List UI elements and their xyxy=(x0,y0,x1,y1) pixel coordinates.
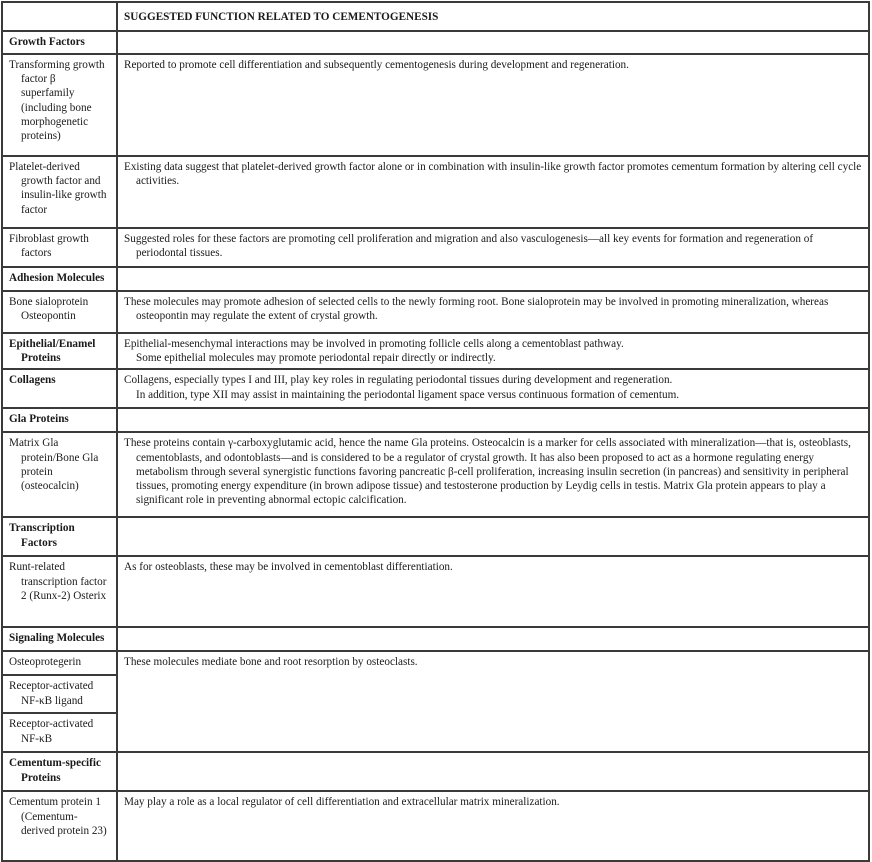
table-row xyxy=(2,291,869,333)
section-title: Collagens xyxy=(2,369,117,408)
table-row xyxy=(2,432,869,517)
row-desc: Reported to promote cell differentiation and subsequently cementogenesis during development and regeneration. xyxy=(117,54,869,156)
section-row xyxy=(2,517,869,556)
section-row xyxy=(2,333,869,369)
table-row xyxy=(2,791,869,861)
section-row xyxy=(2,267,869,291)
row-desc: These molecules may promote adhesion of selected cells to the newly forming root. Bone sialoprotein may be involved in promoting mineralization, whereas osteopontin may regulate the extent of crystal growth. xyxy=(117,291,869,333)
section-desc xyxy=(117,267,869,291)
table-row xyxy=(2,54,869,156)
section-desc xyxy=(117,408,869,432)
row-name: Receptor-activated NF-κB xyxy=(2,713,117,752)
row-name: Runt-related transcription factor 2 (Runx-2) Osterix xyxy=(2,556,117,627)
section-title: Gla Proteins xyxy=(2,408,117,432)
row-desc: These proteins contain γ-carboxyglutamic acid, hence the name Gla proteins. Osteocalcin is a marker for cells associated with mineralization—that is, osteoblasts, cementoblasts, and odontoblasts—and is considered to be a regulator of crystal growth. It has also been proposed to act as a hormone regulating energy metabolism through several synergistic functions favoring pancreatic β-cell proliferation, increasing insulin secretion (in pancreas) and sensitivity in peripheral tissues, promoting energy expenditure (in brown adipose tissue) and testosterone production by Leydig cells in testis. Matrix Gla protein appears to play a significant role in preventing abnormal ectopic calcification. xyxy=(117,432,869,517)
row-desc: As for osteoblasts, these may be involved in cementoblast differentiation. xyxy=(117,556,869,627)
table-row xyxy=(2,651,869,675)
row-name: Osteoprotegerin xyxy=(2,651,117,675)
row-desc: Existing data suggest that platelet-derived growth factor alone or in combination with insulin-like growth factor promotes cementum formation by altering cell cycle activities. xyxy=(117,156,869,228)
section-desc xyxy=(117,627,869,651)
section-title: Growth Factors xyxy=(2,31,117,54)
row-name: Platelet-derived growth factor and insulin-like growth factor xyxy=(2,156,117,228)
section-row xyxy=(2,31,869,54)
table-row xyxy=(2,228,869,267)
section-desc xyxy=(117,517,869,556)
row-name: Cementum protein 1 (Cementum-derived protein 23) xyxy=(2,791,117,861)
cementogenesis-table xyxy=(1,1,870,862)
section-title: Transcription Factors xyxy=(2,517,117,556)
section-title: Cementum-specific Proteins xyxy=(2,752,117,791)
section-title: Epithelial/Enamel Proteins xyxy=(2,333,117,369)
table-header-row xyxy=(2,2,869,31)
row-name: Matrix Gla protein/Bone Gla protein (osteocalcin) xyxy=(2,432,117,517)
section-row xyxy=(2,627,869,651)
section-title: Adhesion Molecules xyxy=(2,267,117,291)
row-name: Bone sialoprotein Osteopontin xyxy=(2,291,117,333)
row-desc: Suggested roles for these factors are promoting cell proliferation and migration and also vasculogenesis—all key events for formation and regeneration of periodontal tissues. xyxy=(117,228,869,267)
section-desc xyxy=(117,752,869,791)
section-row xyxy=(2,369,869,408)
header-cell-function: SUGGESTED FUNCTION RELATED TO CEMENTOGENESIS xyxy=(117,2,869,31)
row-desc: Epithelial-mesenchymal interactions may be involved in promoting follicle cells along a cementoblast pathway. Some epithelial molecules may promote periodontal repair directly or indirectly. xyxy=(117,333,869,369)
section-row xyxy=(2,408,869,432)
row-desc: May play a role as a local regulator of cell differentiation and extracellular matrix mineralization. xyxy=(117,791,869,861)
table-row xyxy=(2,156,869,228)
section-desc xyxy=(117,31,869,54)
table-row xyxy=(2,556,869,627)
header-cell-empty xyxy=(2,2,117,31)
section-row xyxy=(2,752,869,791)
row-desc: These molecules mediate bone and root resorption by osteoclasts. xyxy=(117,651,869,752)
row-name: Transforming growth factor β superfamily (including bone morphogenetic proteins) xyxy=(2,54,117,156)
row-name: Receptor-activated NF-κB ligand xyxy=(2,675,117,713)
section-title: Signaling Molecules xyxy=(2,627,117,651)
row-desc: Collagens, especially types I and III, play key roles in regulating periodontal tissues during development and regeneration. In addition, type XII may assist in maintaining the periodontal ligament space versus continuous formation of cementum. xyxy=(117,369,869,408)
row-name: Fibroblast growth factors xyxy=(2,228,117,267)
